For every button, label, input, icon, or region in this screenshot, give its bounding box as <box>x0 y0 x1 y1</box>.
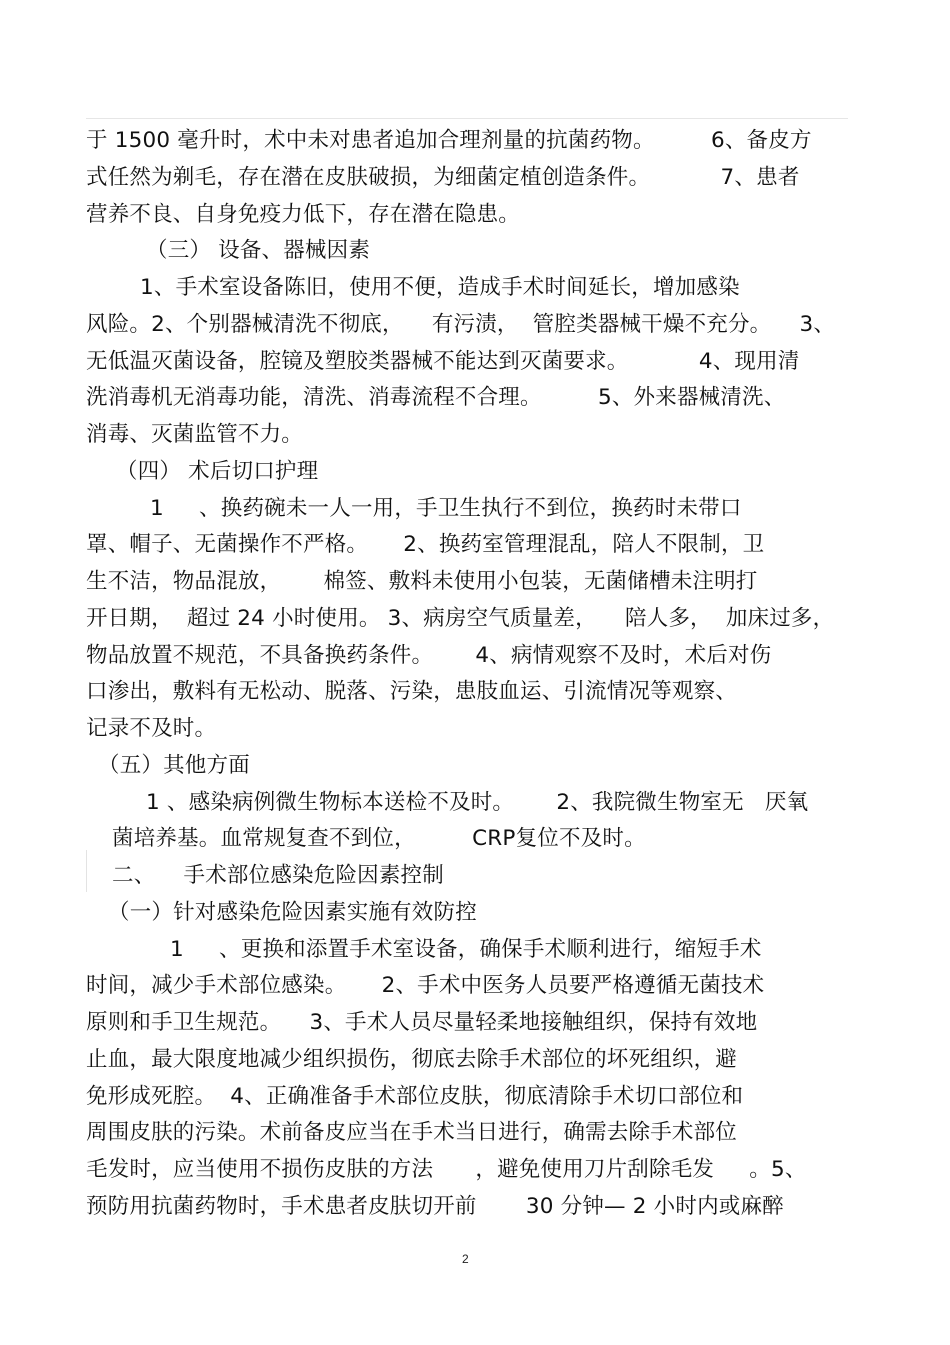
body-line: 记录不及时。 <box>86 716 217 741</box>
body-line: 1、手术室设备陈旧，使用不便，造成手术时间延长，增加感染 <box>140 275 740 300</box>
section-heading: （三） 设备、器械因素 <box>146 238 371 263</box>
body-line: 罩、帽子、无菌操作不严格。 2、换药室管理混乱，陪人不限制，卫 <box>86 532 765 557</box>
body-line: 1 、换药碗未一人一用，手卫生执行不到位，换药时未带口 <box>150 496 742 521</box>
body-line: 预防用抗菌药物时，手术患者皮肤切开前 30 分钟— 2 小时内或麻醉 <box>86 1194 784 1219</box>
body-line: 口渗出，敷料有无松动、脱落、污染，患肢血运、引流情况等观察、 <box>86 679 738 704</box>
section-heading: 二、 手术部位感染危险因素控制 <box>112 863 444 888</box>
section-heading: （五）其他方面 <box>98 753 250 778</box>
body-line: 原则和手卫生规范。 3、手术人员尽量轻柔地接触组织，保持有效地 <box>86 1010 758 1035</box>
section-heading: （四） 术后切口护理 <box>116 459 319 484</box>
body-line: 消毒、灭菌监管不力。 <box>86 422 304 447</box>
section-heading: （一）针对感染危险因素实施有效防控 <box>108 900 477 925</box>
body-line: 于 1500 毫升时，术中未对患者追加合理剂量的抗菌药物。 6、备皮方 <box>86 128 812 153</box>
body-line: 菌培养基。血常规复查不到位， CRP复位不及时。 <box>112 826 646 851</box>
page-number: 2 <box>462 1252 469 1266</box>
body-line: 1 、更换和添置手术室设备，确保手术顺利进行，缩短手术 <box>170 937 762 962</box>
body-line: 生不洁，物品混放， 棉签、敷料未使用小包装，无菌储槽未注明打 <box>86 569 758 594</box>
body-line: 周围皮肤的污染。术前备皮应当在手术当日进行，确需去除手术部位 <box>86 1120 738 1145</box>
body-line: 免形成死腔。 4、正确准备手术部位皮肤，彻底清除手术切口部位和 <box>86 1084 744 1109</box>
header-rule <box>86 118 848 119</box>
body-line: 风险。2、个别器械清洗不彻底， 有污渍， 管腔类器械干燥不充分。 3、 <box>86 312 836 337</box>
body-line: 开日期， 超过 24 小时使用。 3、病房空气质量差， 陪人多， 加床过多， <box>86 606 835 631</box>
body-line: 1 、感染病例微生物标本送检不及时。 2、我院微生物室无 厌氧 <box>146 790 809 815</box>
body-line: 止血，最大限度地减少组织损伤，彻底去除手术部位的坏死组织，避 <box>86 1047 738 1072</box>
body-line: 物品放置不规范，不具备换药条件。 4、病情观察不及时，术后对伤 <box>86 643 772 668</box>
body-line: 毛发时，应当使用不损伤皮肤的方法 ，避免使用刀片刮除毛发 。5、 <box>86 1157 807 1182</box>
margin-mark <box>86 850 87 892</box>
body-line: 式任然为剃毛，存在潜在皮肤破损，为细菌定植创造条件。 7、患者 <box>86 165 800 190</box>
body-line: 洗消毒机无消毒功能，清洗、消毒流程不合理。 5、外来器械清洗、 <box>86 385 786 410</box>
body-line: 时间，减少手术部位感染。 2、手术中医务人员要严格遵循无菌技术 <box>86 973 765 998</box>
body-line: 无低温灭菌设备，腔镜及塑胶类器械不能达到灭菌要求。 4、现用清 <box>86 349 800 374</box>
body-line: 营养不良、自身免疫力低下，存在潜在隐患。 <box>86 202 521 227</box>
